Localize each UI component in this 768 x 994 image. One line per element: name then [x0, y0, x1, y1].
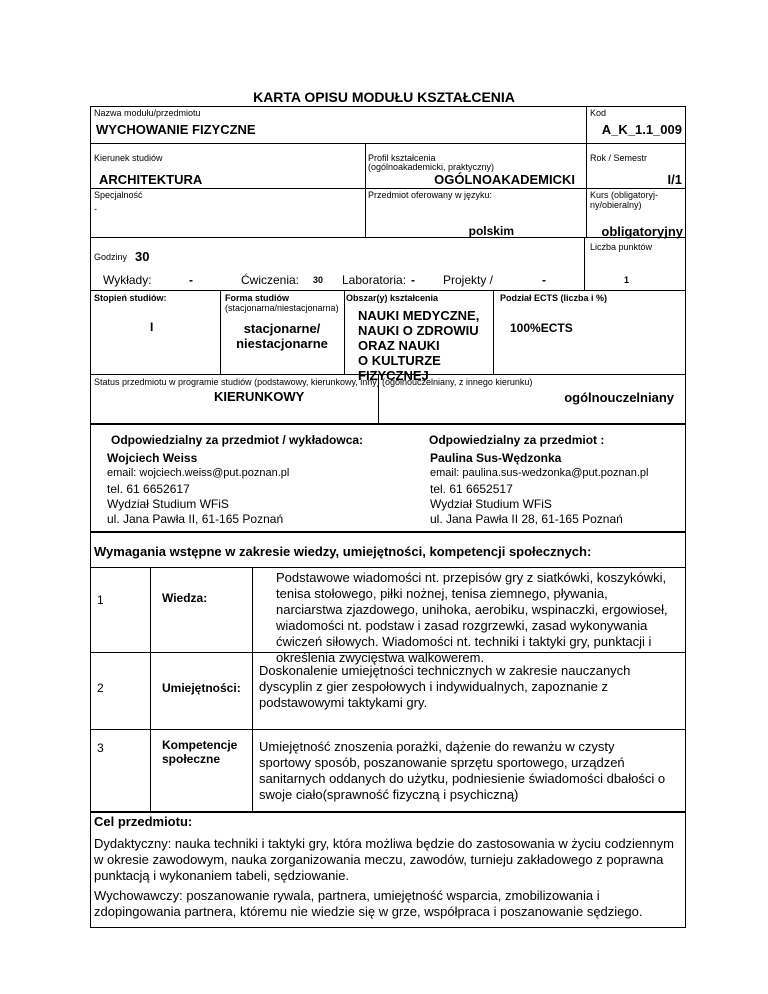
profile-label-hint: (ogólnoakademicki, praktyczny) [368, 162, 495, 172]
lectures-label: Wykłady: [103, 273, 152, 287]
education-area-line: NAUKI MEDYCZNE, [358, 308, 480, 323]
course-type-label-hint: ny/obieralny) [590, 200, 642, 210]
course-type-label: Kurs (obligatoryj- [590, 190, 659, 200]
education-area-line: NAUKI O ZDROWIU [358, 323, 479, 338]
lecturer-phone: tel. 61 6652617 [107, 482, 190, 496]
requirement-label-skills: Umiejętności: [162, 681, 241, 695]
field-label: Kierunek studiów [94, 153, 163, 163]
exercises-value: 30 [313, 275, 324, 285]
profile-label: Profil kształcenia [368, 153, 436, 163]
responsible-heading: Odpowiedzialny za przedmiot : [429, 433, 605, 447]
requirement-label-competences: Kompetencje społeczne [162, 738, 238, 766]
ects-points-value: 1 [624, 275, 630, 285]
goal-didactic: Dydaktyczny: nauka techniki i taktyki gry, która możliwa będzie do zastosowania w życiu codziennym w okresie zawodowym, nauka zorganizowania meczu, zawodów, turnieju zakładowego z poprawna punktacją i wykonaniem tabeli, sędziowanie. [94, 836, 674, 883]
education-area-line: ORAZ NAUKI [358, 338, 440, 353]
study-form-label-hint: (stacjonarna/niestacjonarna) [225, 303, 339, 313]
lectures-value: - [189, 273, 193, 287]
ects-split-value: 100%ECTS [510, 321, 573, 335]
status-label: Status przedmiotu w programie studiów (podstawowy, kierunkowy, inny) [94, 377, 380, 387]
course-type-value: obligatoryjny [601, 224, 683, 239]
projects-value: - [542, 273, 546, 287]
year-semester-label: Rok / Semestr [590, 153, 648, 163]
lecturer-department: Wydział Studium WFiS [107, 497, 229, 511]
labs-label: Laboratoria: [342, 273, 407, 287]
requirement-number: 2 [97, 681, 104, 695]
education-area-line: FIZYCZNEJ [358, 368, 429, 383]
ects-split-label: Podział ECTS (liczba i %) [500, 293, 608, 303]
status-value: KIERUNKOWY [214, 389, 305, 404]
page-title: KARTA OPISU MODUŁU KSZTAŁCENIA [253, 89, 515, 105]
ects-points-label: Liczba punktów [590, 242, 653, 252]
code-label: Kod [590, 108, 607, 118]
module-name-value: WYCHOWANIE FIZYCZNE [96, 122, 256, 137]
profile-value: OGÓLNOAKADEMICKI [434, 172, 575, 187]
general-value: ogólnouczelniany [564, 390, 674, 405]
requirement-text-knowledge: Podstawowe wiadomości nt. przepisów gry z siatkówki, koszykówki, tenisa stołowego, piłki nożnej, tenisa ziemnego, pływania, narciarstwa zjazdowego, unihoka, aerobiku, wspinaczki, ergowioseł, wiadomości nt. podstaw i zasad rozgrzewki, zasad wykonywania ćwiczeń siłowych. Wiadomości nt. techniki i taktyki gry, punktacji i określenia zwycięstwa walkowerem. [276, 570, 668, 665]
hours-label: Godziny [94, 252, 128, 262]
language-label: Przedmiot oferowany w języku: [368, 190, 493, 200]
requirements-heading: Wymagania wstępne w zakresie wiedzy, umiejętności, kompetencji społecznych: [94, 544, 592, 559]
hours-value: 30 [135, 249, 150, 264]
requirement-label-knowledge: Wiedza: [162, 591, 208, 605]
lecturer-email: email: wojciech.weiss@put.poznan.pl [107, 467, 290, 479]
goal-educational: Wychowawczy: poszanowanie rywala, partnera, umiejętność wsparcia, zmobilizowania i zdopingowania partnera, któremu nie wiedzie się w grze, współpraca i poszanowanie sędziego. [94, 888, 643, 919]
responsible-phone: tel. 61 6652517 [430, 482, 513, 496]
responsible-department: Wydział Studium WFiS [430, 497, 552, 511]
degree-label: Stopień studiów: [94, 293, 167, 303]
specialty-value: - [94, 204, 97, 214]
exercises-label: Ćwiczenia: [241, 273, 300, 287]
general-label: (ogólnouczelniany, z innego kierunku) [382, 377, 533, 387]
degree-value: I [150, 320, 154, 334]
education-area-line: O KULTURZE [358, 353, 441, 368]
study-form-value-1: stacjonarne/ [243, 321, 321, 336]
requirement-text-competences: Umiejętność znoszenia porażki, dążenie do rewanżu w czysty sportowy sposób, poszanowanie sprzętu sportowego, urządzeń sanitarnych oddanych do użytku, podniesienie świadomości dbałości o swoje ciało(sprawność fizyczną i psychiczną) [259, 739, 666, 802]
field-value: ARCHITEKTURA [99, 172, 203, 187]
requirement-number: 1 [97, 593, 104, 607]
lecturer-heading: Odpowiedzialny za przedmiot / wykładowca: [111, 433, 364, 447]
module-name-label: Nazwa modułu/przedmiotu [94, 108, 201, 118]
requirement-text-skills: Doskonalenie umiejętności technicznych w zakresie nauczanych dyscyplin z gier zespołowych i indywidualnych, zapoznanie z podstawowymi taktykami gry. [259, 663, 631, 710]
responsible-email: email: paulina.sus-wedzonka@put.poznan.pl [430, 467, 649, 479]
labs-value: - [411, 273, 415, 287]
language-value: polskim [468, 224, 514, 238]
projects-label: Projekty / [443, 273, 494, 287]
code-value: A_K_1.1_009 [601, 122, 682, 137]
requirement-number: 3 [97, 741, 104, 755]
lecturer-address: ul. Jana Pawła II, 61-165 Poznań [107, 512, 284, 526]
lecturer-name: Wojciech Weiss [107, 451, 198, 465]
responsible-address: ul. Jana Pawła II 28, 61-165 Poznań [430, 512, 623, 526]
responsible-name: Paulina Sus-Wędzonka [430, 451, 562, 465]
year-semester-value: I/1 [667, 172, 682, 187]
goal-heading: Cel przedmiotu: [94, 814, 193, 829]
education-area-label: Obszar(y) kształcenia [346, 293, 439, 303]
study-form-value-2: niestacjonarne [236, 336, 328, 351]
specialty-label: Specjalność [94, 190, 143, 200]
study-form-label: Forma studiów [225, 293, 290, 303]
